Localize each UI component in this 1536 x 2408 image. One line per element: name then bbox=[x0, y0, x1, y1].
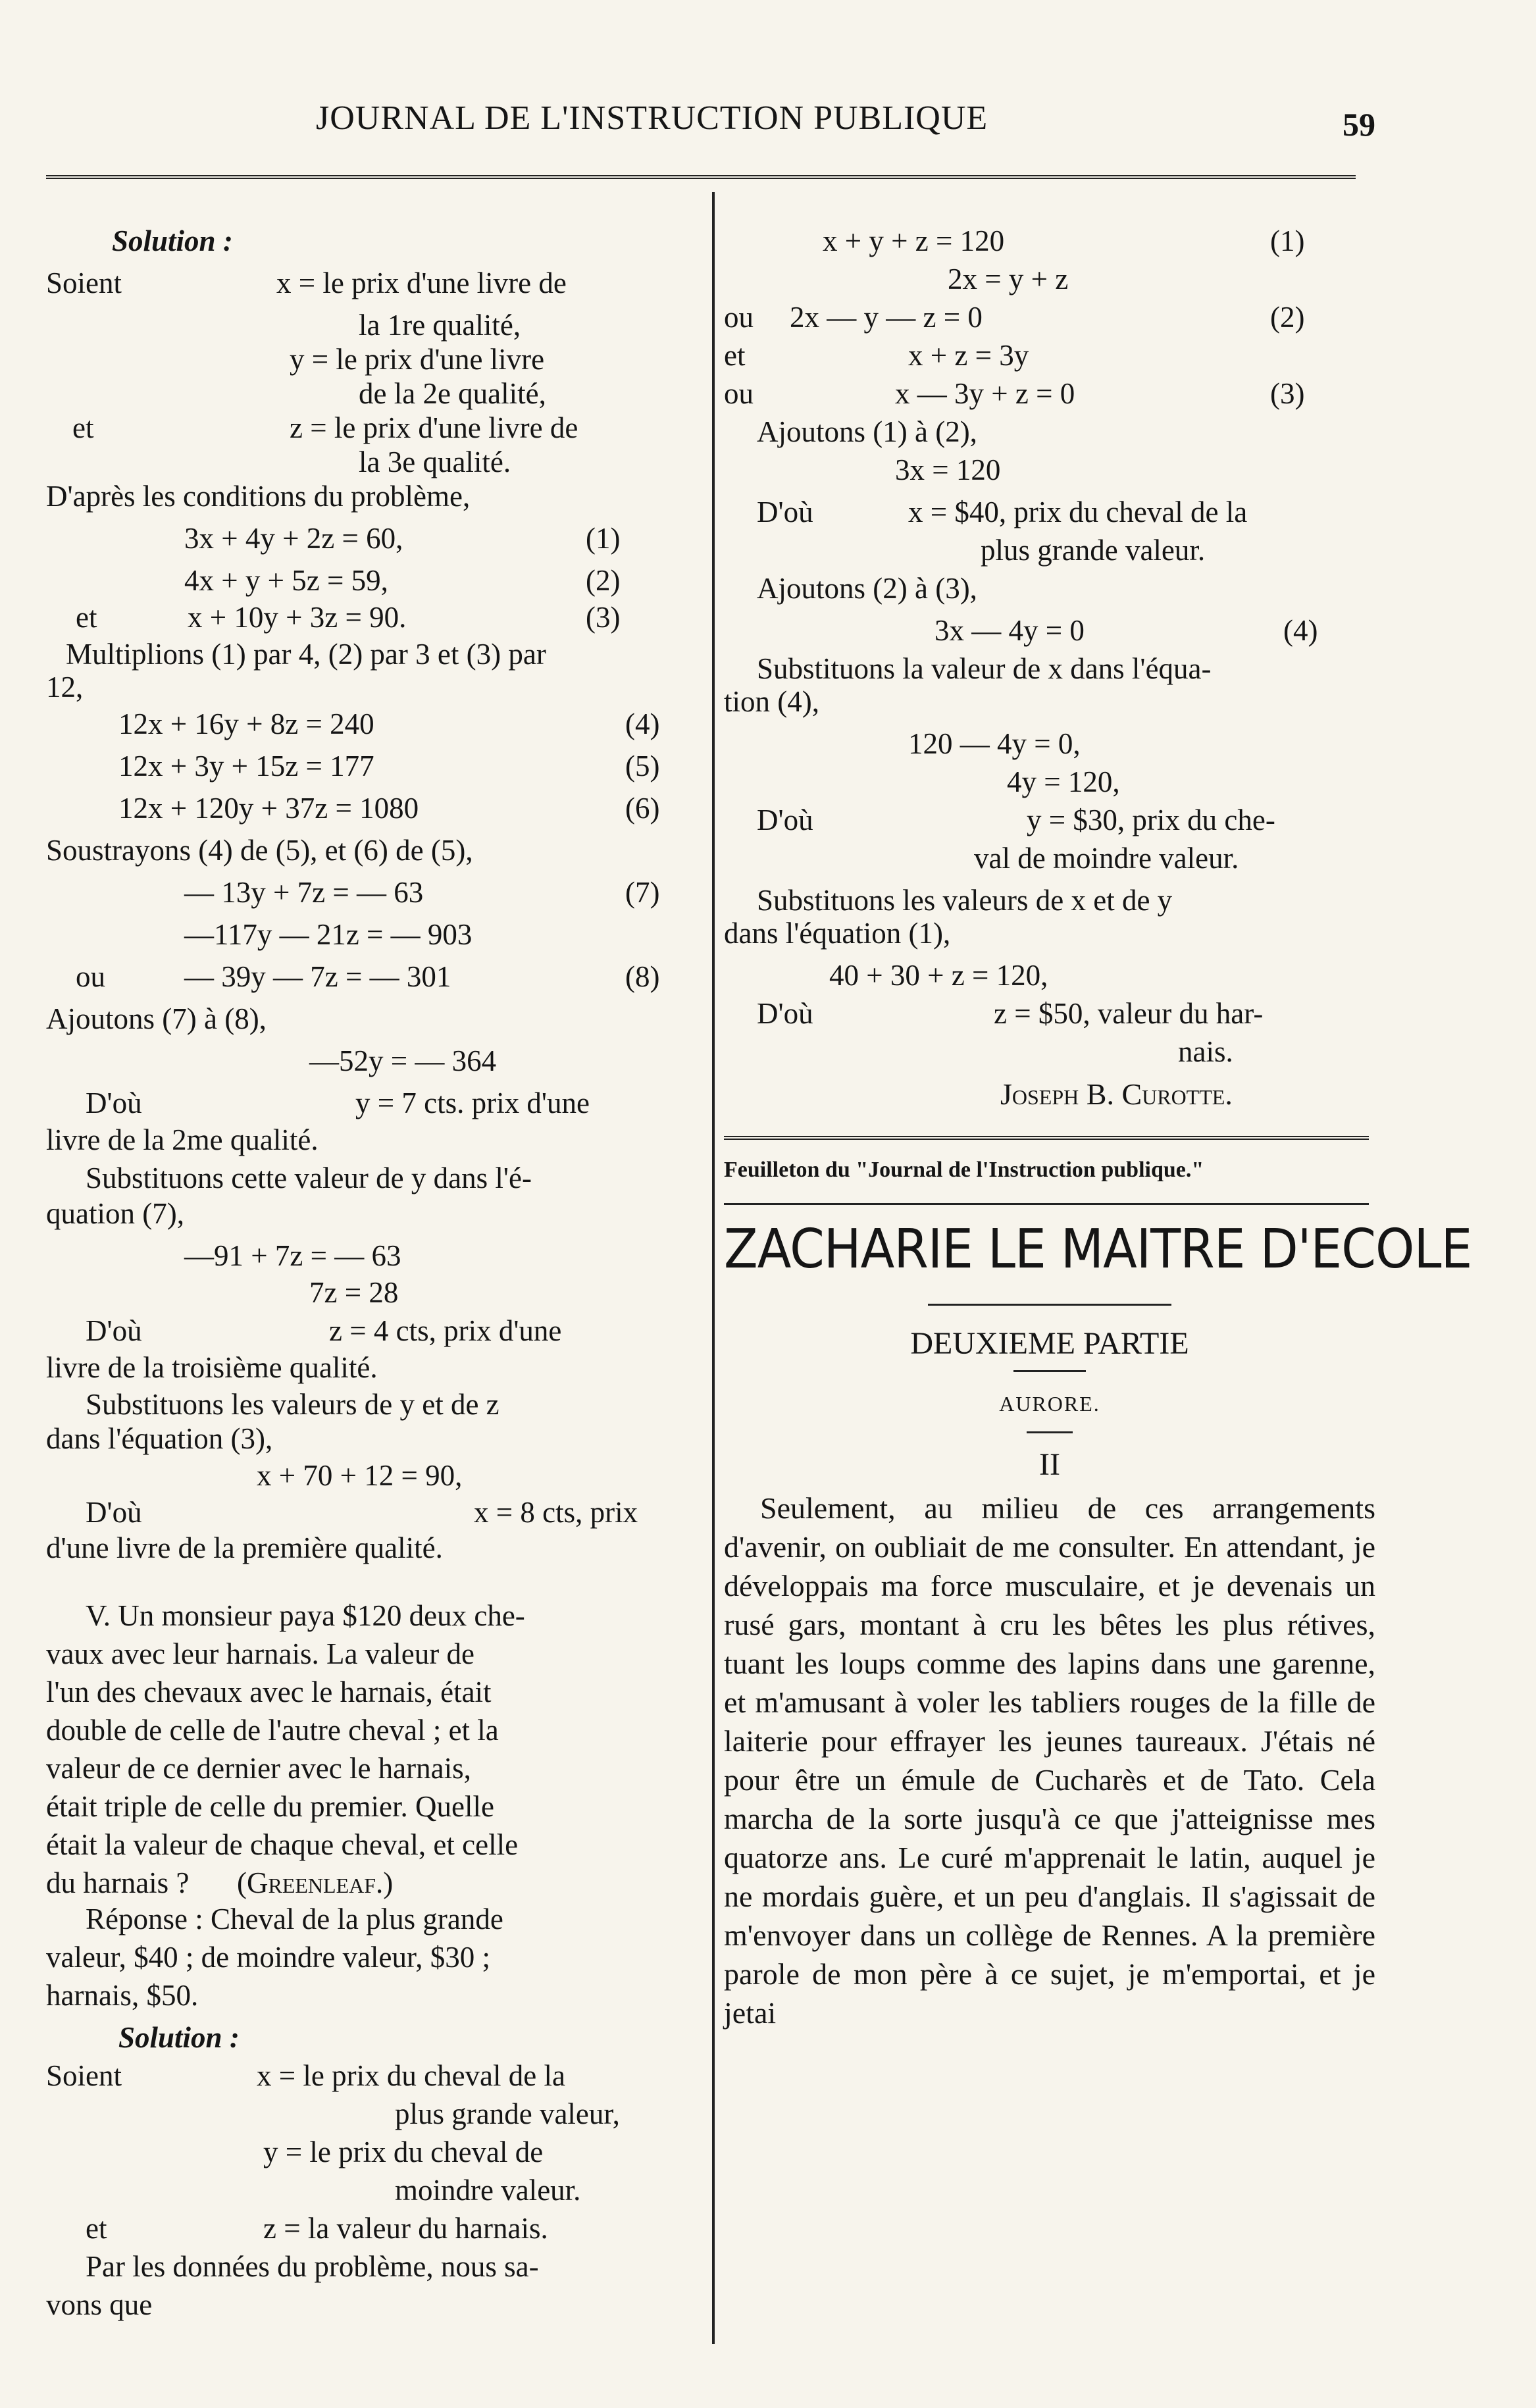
text-line: D'où bbox=[86, 1314, 142, 1347]
text-line: et bbox=[86, 2212, 107, 2245]
equation: 4y = 120, bbox=[1007, 765, 1120, 798]
text-line: livre de la 2me qualité. bbox=[46, 1123, 319, 1156]
text-line: nais. bbox=[1178, 1035, 1233, 1068]
equation: 120 — 4y = 0, bbox=[908, 727, 1081, 760]
text-line: z = $50, valeur du har- bbox=[994, 997, 1264, 1030]
equation: 7z = 28 bbox=[309, 1276, 399, 1309]
text-line: z = le prix d'une livre de bbox=[290, 411, 578, 444]
story-title: ZACHARIE LE MAITRE D'ECOLE bbox=[724, 1218, 1472, 1281]
equation: 3x = 120 bbox=[895, 453, 1001, 486]
equation: x + y + z = 120 bbox=[823, 224, 1005, 257]
equation: x + 10y + 3z = 90. bbox=[188, 601, 407, 634]
equation-number: (1) bbox=[586, 522, 621, 555]
text-line: ou bbox=[724, 377, 754, 410]
text-line: dans l'équation (3), bbox=[46, 1422, 273, 1455]
text-line: Réponse : Cheval de la plus grande bbox=[86, 1903, 503, 1935]
text-line: la 3e qualité. bbox=[359, 446, 511, 478]
equation-number: (8) bbox=[625, 960, 660, 993]
text-line: Soustrayons (4) de (5), et (6) de (5), bbox=[46, 834, 473, 867]
equation-number: (4) bbox=[625, 707, 660, 740]
solution-heading: Solution : bbox=[118, 2021, 240, 2054]
text-line: était la valeur de chaque cheval, et celle bbox=[46, 1828, 519, 1861]
equation: — 39y — 7z = — 301 bbox=[184, 960, 451, 993]
equation-number: (3) bbox=[1270, 377, 1305, 410]
part-rule bbox=[1013, 1370, 1086, 1372]
equation: 3x + 4y + 2z = 60, bbox=[184, 522, 403, 555]
column-divider bbox=[712, 192, 715, 2344]
text-line: D'après les conditions du problème, bbox=[46, 480, 471, 513]
text-line: Ajoutons (7) à (8), bbox=[46, 1002, 267, 1035]
text-line: D'où bbox=[86, 1087, 142, 1119]
text-line: plus grande valeur, bbox=[395, 2097, 620, 2130]
equation: —117y — 21z = — 903 bbox=[184, 918, 473, 951]
text-line: moindre valeur. bbox=[395, 2174, 581, 2207]
text-line: y = $30, prix du che- bbox=[1027, 804, 1275, 836]
text-line: D'où bbox=[757, 997, 813, 1030]
text-line: V. Un monsieur paya $120 deux che- bbox=[86, 1599, 525, 1632]
header-rule bbox=[46, 175, 1356, 179]
text-line: et bbox=[724, 339, 746, 372]
text-line: quation (7), bbox=[46, 1197, 184, 1230]
text-line: l'un des chevaux avec le harnais, était bbox=[46, 1676, 492, 1708]
text-line: Multiplions (1) par 4, (2) par 3 et (3) par bbox=[66, 638, 546, 671]
equation: 4x + y + 5z = 59, bbox=[184, 564, 388, 597]
text-line: Substituons cette valeur de y dans l'é- bbox=[86, 1162, 532, 1194]
text-line: x = le prix du cheval de la bbox=[257, 2059, 565, 2092]
text-line: dans l'équation (1), bbox=[724, 917, 951, 950]
text-line: était triple de celle du premier. Quelle bbox=[46, 1790, 494, 1823]
equation: 12x + 16y + 8z = 240 bbox=[118, 707, 374, 740]
equation: 12x + 120y + 37z = 1080 bbox=[118, 792, 419, 825]
text-line: y = le prix du cheval de bbox=[263, 2136, 544, 2168]
equation-number: (2) bbox=[586, 564, 621, 597]
text-line: y = 7 cts. prix d'une bbox=[355, 1087, 590, 1119]
text-line: Substituons les valeurs de y et de z bbox=[86, 1388, 499, 1421]
equation: 40 + 30 + z = 120, bbox=[829, 959, 1048, 992]
chapter-number: II bbox=[1039, 1447, 1060, 1482]
equation-number: (5) bbox=[625, 750, 660, 782]
text-line: Substituons la valeur de x dans l'équa- bbox=[757, 652, 1212, 685]
source-citation: (Greenleaf.) bbox=[237, 1866, 394, 1899]
text-line: tion (4), bbox=[724, 685, 819, 718]
solution-heading: Solution : bbox=[112, 224, 233, 257]
story-paragraph: Seulement, au milieu de ces arrangements d'avenir, on oubliait de me consulter. En attendant, je développais ma force musculaire, et je devenais un rusé gars, montant à cru les bêtes les plus rétives, tuant les loups comme des lapins dans une garenne, et m'amusant à voler les tabliers rouges de la fille de laiterie pour effrayer les jeunes taureaux. J'étais né pour être un émule de Cucharès et de Tato. Cela marcha de la sorte jusqu'à ce que j'atteignisse mes quatorze ans. Le curé m'apprenait le latin, auquel je ne mordais guère, et un peu d'anglais. Il s'agissait de m'envoyer dans un collège de Rennes. A la première parole de mon père à ce sujet, je m'emportai, et je jetai bbox=[724, 1491, 1375, 2030]
page-number: 59 bbox=[1343, 106, 1375, 143]
text-line: et bbox=[72, 411, 94, 444]
text-line: la 1re qualité, bbox=[359, 309, 521, 342]
text-line: y = le prix d'une livre bbox=[290, 343, 545, 376]
problem-v bbox=[46, 1597, 698, 1902]
text-line: Soient bbox=[46, 267, 122, 299]
equation-number: (4) bbox=[1283, 614, 1318, 647]
text-line: d'une livre de la première qualité. bbox=[46, 1531, 443, 1564]
text-line: Soient bbox=[46, 2059, 122, 2092]
equation: x — 3y + z = 0 bbox=[895, 377, 1075, 410]
section-rule bbox=[724, 1136, 1369, 1140]
text-line: Ajoutons (1) à (2), bbox=[757, 415, 977, 448]
journal-title: JOURNAL DE L'INSTRUCTION PUBLIQUE bbox=[316, 99, 988, 137]
text-line: z = 4 cts, prix d'une bbox=[329, 1314, 562, 1347]
part-heading: DEUXIEME PARTIE bbox=[910, 1326, 1189, 1361]
equation-number: (3) bbox=[586, 601, 621, 634]
text-line: x = le prix d'une livre de bbox=[276, 267, 567, 299]
text-line: harnais, $50. bbox=[46, 1979, 199, 2012]
right-column bbox=[724, 224, 1472, 2032]
title-rule bbox=[928, 1304, 1171, 1306]
text-line: vons que bbox=[46, 2288, 153, 2321]
text-line: plus grande valeur. bbox=[981, 534, 1206, 567]
equation: 12x + 3y + 15z = 177 bbox=[118, 750, 374, 782]
text-line: D'où bbox=[757, 496, 813, 528]
equation: 2x — y — z = 0 bbox=[790, 301, 983, 334]
text-line: Ajoutons (2) à (3), bbox=[757, 572, 977, 605]
equation: 2x = y + z bbox=[948, 263, 1069, 295]
left-column bbox=[46, 224, 698, 2326]
text-line: du harnais ? bbox=[46, 1866, 190, 1899]
equation: —91 + 7z = — 63 bbox=[184, 1239, 401, 1272]
equation-number: (1) bbox=[1270, 224, 1305, 257]
text-line: x = 8 cts, prix bbox=[474, 1496, 638, 1529]
author-signature: Joseph B. Curotte. bbox=[1000, 1077, 1233, 1111]
text-line: et bbox=[76, 601, 97, 634]
text-line: livre de la troisième qualité. bbox=[46, 1351, 378, 1384]
page-header bbox=[0, 99, 1536, 158]
equation-number: (2) bbox=[1270, 301, 1305, 334]
text-line: double de celle de l'autre cheval ; et la bbox=[46, 1714, 499, 1747]
text-line: valeur, $40 ; de moindre valeur, $30 ; bbox=[46, 1941, 490, 1974]
chapter-title: AURORE. bbox=[999, 1392, 1100, 1416]
text-line: val de moindre valeur. bbox=[974, 842, 1239, 875]
equation: x + 70 + 12 = 90, bbox=[257, 1459, 463, 1492]
text-line: Par les données du problème, nous sa- bbox=[86, 2250, 539, 2283]
equation: x + z = 3y bbox=[908, 339, 1029, 372]
text-line: ou bbox=[724, 301, 754, 334]
equation-number: (7) bbox=[625, 876, 660, 909]
text-line: D'où bbox=[86, 1496, 142, 1529]
text-line: D'où bbox=[757, 804, 813, 836]
equation: 3x — 4y = 0 bbox=[934, 614, 1085, 647]
text-line: Substituons les valeurs de x et de y bbox=[757, 884, 1173, 917]
equation: —52y = — 364 bbox=[309, 1044, 497, 1077]
text-line: valeur de ce dernier avec le harnais, bbox=[46, 1752, 471, 1785]
equation: — 13y + 7z = — 63 bbox=[184, 876, 424, 909]
chapter-rule bbox=[1027, 1431, 1073, 1433]
equation-number: (6) bbox=[625, 792, 660, 825]
text-line: ou bbox=[76, 960, 105, 993]
text-line: z = la valeur du harnais. bbox=[263, 2212, 548, 2245]
text-line: de la 2e qualité, bbox=[359, 377, 546, 410]
feuilleton-label: Feuilleton du "Journal de l'Instruction publique." bbox=[724, 1158, 1204, 1182]
text-line: vaux avec leur harnais. La valeur de bbox=[46, 1637, 474, 1670]
section-rule-thin bbox=[724, 1203, 1369, 1205]
text-line: 12, bbox=[46, 671, 84, 704]
text-line: x = $40, prix du cheval de la bbox=[908, 496, 1248, 528]
